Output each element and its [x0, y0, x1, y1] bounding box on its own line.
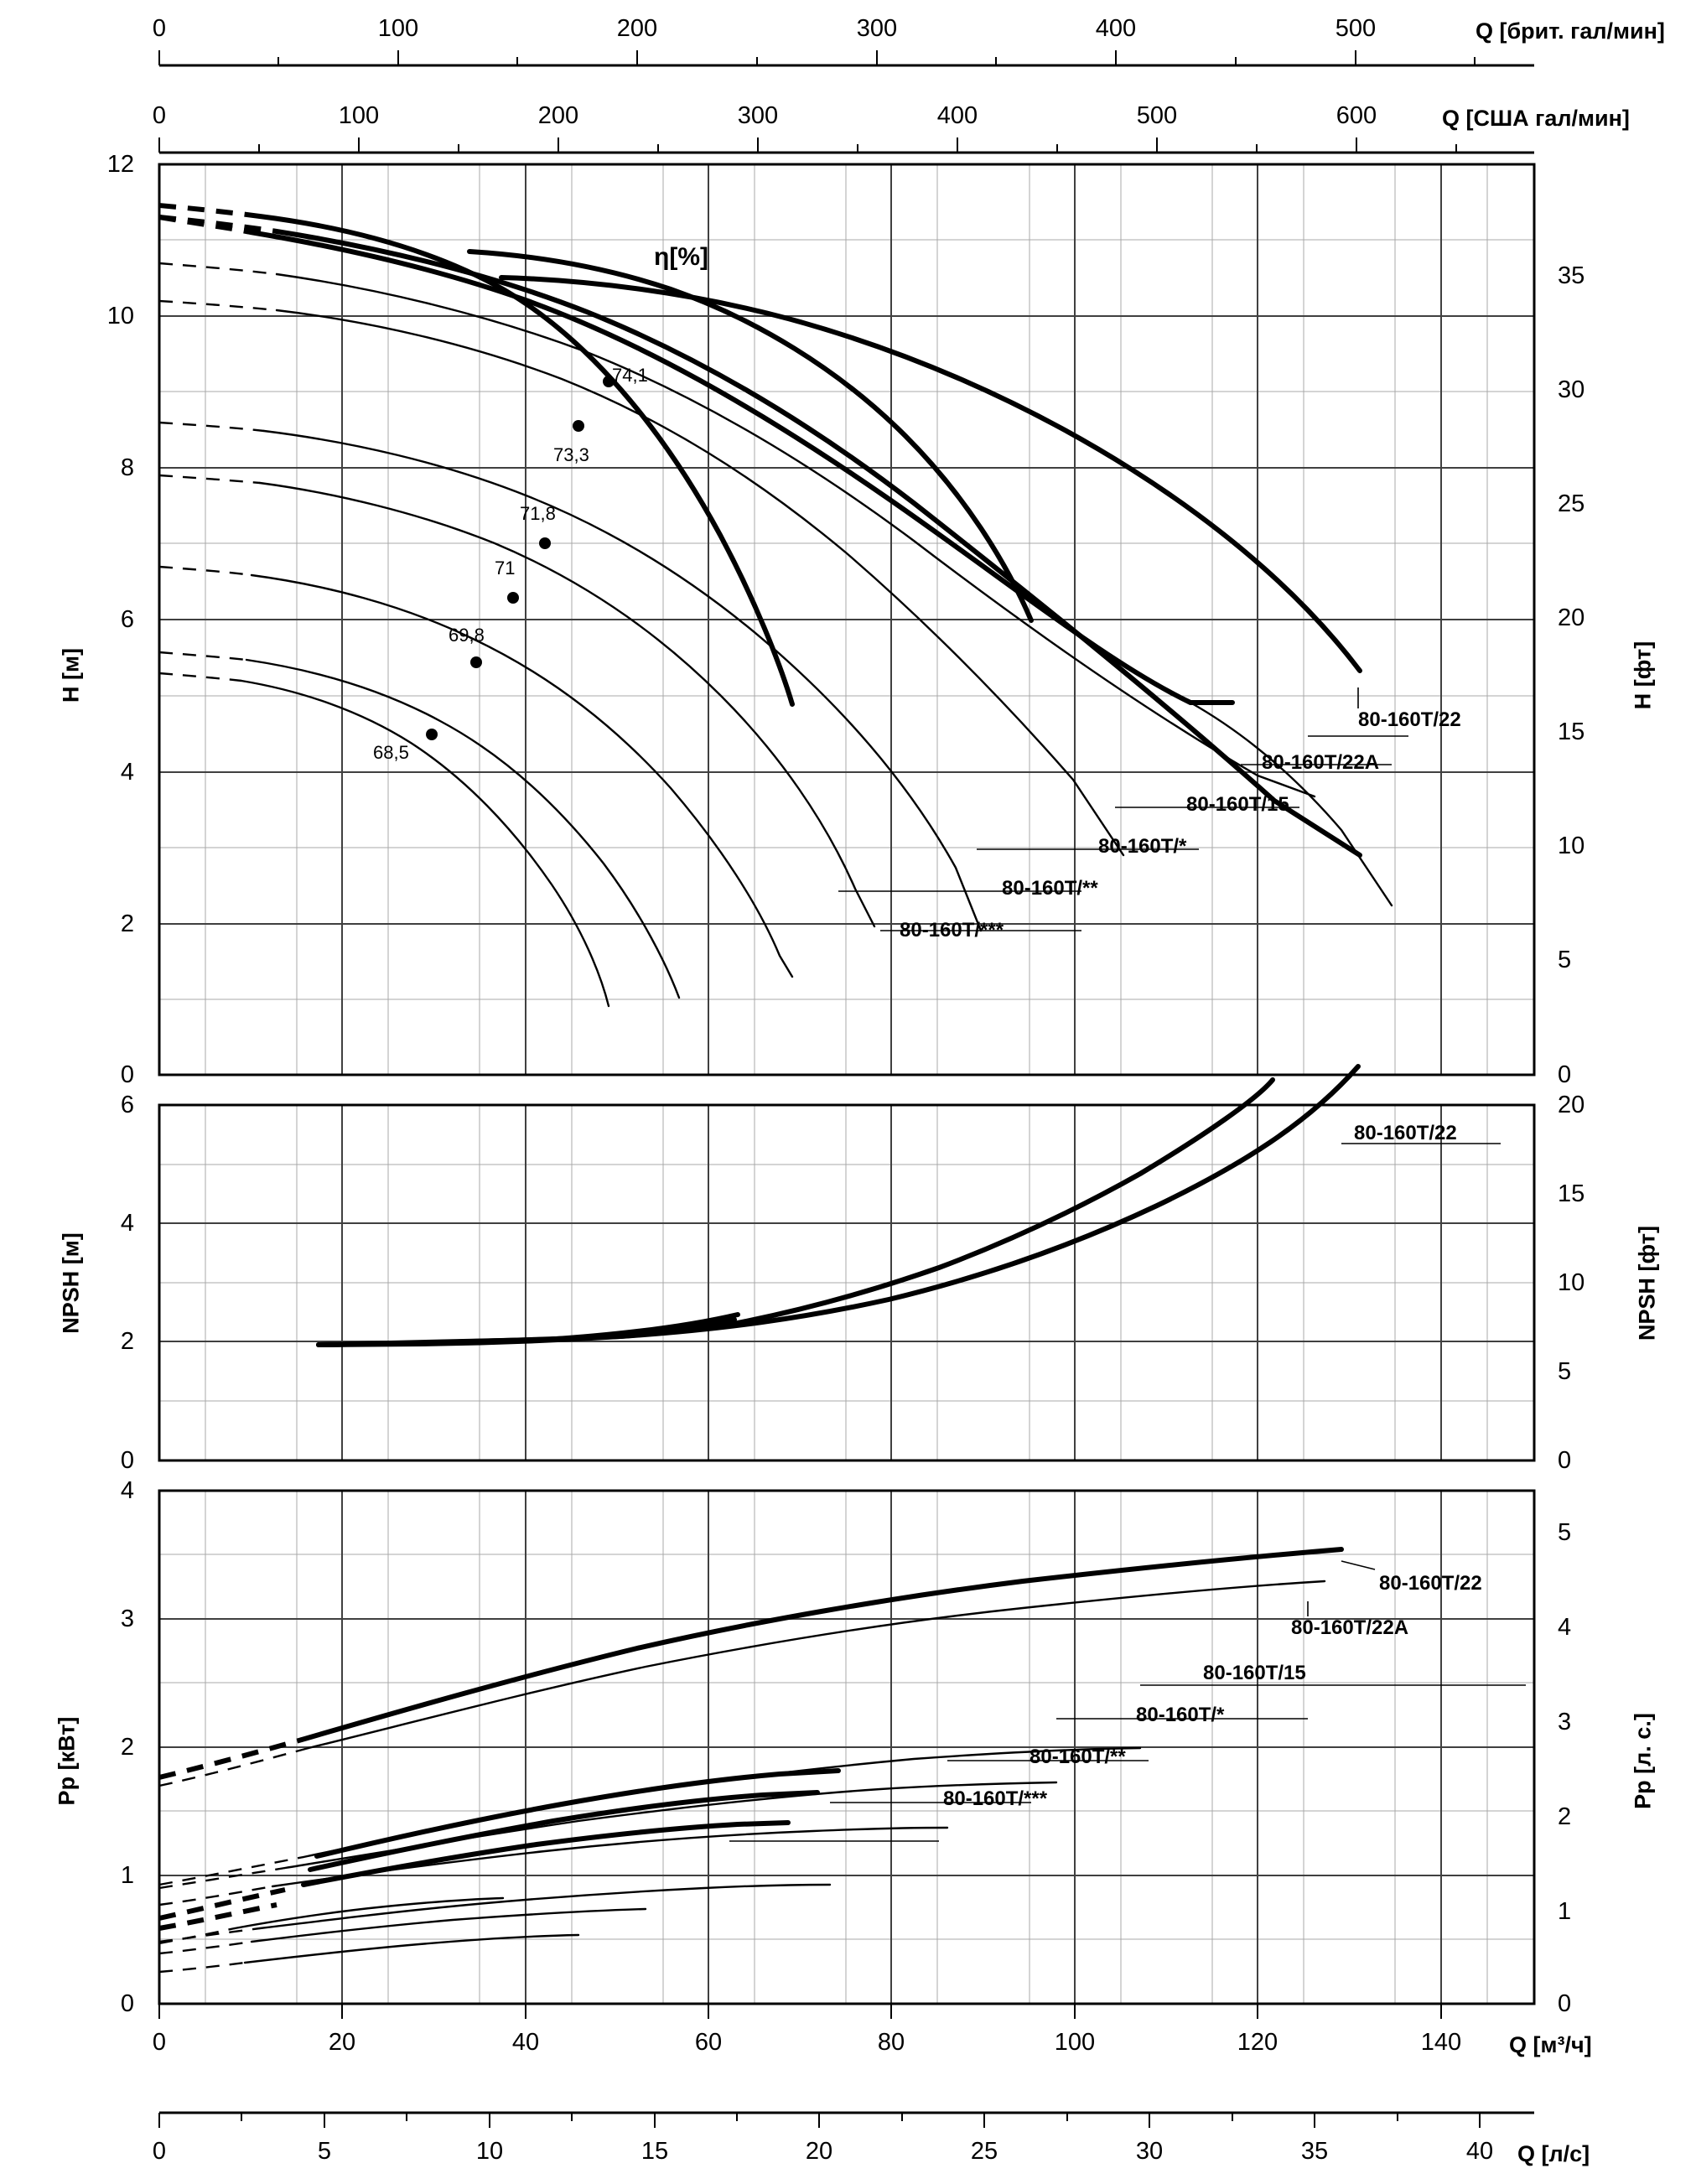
axis-label-q-usa: Q [США гал/мин]	[1442, 106, 1630, 131]
tick-m3h-40: 40	[511, 2029, 540, 2056]
tick-h-12: 12	[106, 151, 134, 178]
head-curve-label-star: 80-160T/*	[1098, 835, 1187, 858]
tick-m3h-140: 140	[1420, 2029, 1462, 2056]
tick-npshft-15: 15	[1558, 1180, 1585, 1207]
efficiency-value-73-3: 73,3	[553, 444, 589, 465]
tick-ls-0: 0	[152, 2138, 167, 2165]
tick-usa-500: 500	[1136, 102, 1178, 129]
head-curve-label-15: 80-160T/15	[1186, 793, 1289, 816]
axis-label-q-m3h: Q [м³/ч]	[1509, 2032, 1592, 2057]
tick-h-2: 2	[120, 910, 134, 937]
efficiency-value-69-8: 69,8	[449, 625, 485, 646]
eta-label: η[%]	[654, 243, 708, 271]
tick-brit-300: 300	[856, 15, 898, 42]
axis-title-pp-hp: Pp [л. с.]	[1630, 1713, 1656, 1809]
tick-ls-5: 5	[317, 2138, 332, 2165]
power-curve-label-star: 80-160T/*	[1136, 1704, 1225, 1726]
tick-brit-400: 400	[1095, 15, 1137, 42]
tick-hft-35: 35	[1558, 262, 1585, 289]
tick-pphp-2: 2	[1558, 1803, 1572, 1830]
tick-npsh-4: 4	[120, 1210, 134, 1237]
axis-title-h-m: H [м]	[58, 648, 84, 703]
power-curve-label-22a: 80-160T/22A	[1291, 1616, 1409, 1639]
tick-pphp-5: 5	[1558, 1519, 1572, 1546]
tick-hft-0: 0	[1558, 1061, 1572, 1088]
tick-ls-35: 35	[1300, 2138, 1329, 2165]
tick-hft-15: 15	[1558, 718, 1585, 745]
axis-title-pp-kw: Pp [кВт]	[54, 1716, 80, 1806]
tick-pp-1: 1	[120, 1862, 134, 1889]
head-curve-label-star2: 80-160T/**	[1002, 877, 1098, 900]
tick-m3h-20: 20	[328, 2029, 356, 2056]
tick-pphp-4: 4	[1558, 1614, 1572, 1641]
tick-h-0: 0	[120, 1061, 134, 1088]
tick-m3h-60: 60	[694, 2029, 723, 2056]
tick-m3h-120: 120	[1237, 2029, 1278, 2056]
tick-pp-4: 4	[120, 1477, 134, 1504]
efficiency-value-71: 71	[495, 558, 516, 578]
tick-m3h-80: 80	[877, 2029, 905, 2056]
tick-usa-300: 300	[737, 102, 779, 129]
efficiency-value-68-5: 68,5	[373, 742, 409, 763]
power-curve-label-star2: 80-160T/**	[1030, 1746, 1126, 1768]
tick-npshft-0: 0	[1558, 1447, 1572, 1474]
head-curve-label-22: 80-160T/22	[1358, 708, 1461, 731]
efficiency-value-71-8: 71,8	[520, 503, 556, 524]
tick-ls-20: 20	[805, 2138, 833, 2165]
tick-h-10: 10	[106, 303, 134, 329]
power-curve-label-22: 80-160T/22	[1379, 1572, 1482, 1595]
tick-usa-0: 0	[152, 102, 167, 129]
tick-usa-100: 100	[338, 102, 380, 129]
tick-brit-0: 0	[152, 15, 167, 42]
tick-m3h-0: 0	[152, 2029, 167, 2056]
tick-pp-3: 3	[120, 1606, 134, 1632]
axis-title-npsh-m: NPSH [м]	[58, 1232, 84, 1334]
tick-ls-10: 10	[475, 2138, 504, 2165]
tick-hft-25: 25	[1558, 490, 1585, 517]
tick-brit-500: 500	[1335, 15, 1377, 42]
axis-label-q-ls: Q [л/с]	[1517, 2141, 1590, 2166]
tick-ls-40: 40	[1465, 2138, 1494, 2165]
tick-pphp-0: 0	[1558, 1990, 1572, 2017]
tick-h-8: 8	[120, 454, 134, 481]
tick-hft-30: 30	[1558, 376, 1585, 403]
tick-pphp-1: 1	[1558, 1898, 1572, 1925]
axis-title-npsh-ft: NPSH [фт]	[1634, 1226, 1660, 1341]
head-curve-label-22a: 80-160T/22A	[1262, 751, 1380, 774]
tick-pp-0: 0	[120, 1990, 134, 2017]
efficiency-value-74-1: 74,1	[612, 365, 648, 386]
tick-npshft-5: 5	[1558, 1358, 1572, 1385]
tick-h-6: 6	[120, 606, 134, 633]
tick-usa-600: 600	[1336, 102, 1377, 129]
tick-brit-100: 100	[377, 15, 419, 42]
tick-h-4: 4	[120, 759, 134, 786]
power-curve-label-star3: 80-160T/***	[943, 1787, 1048, 1810]
tick-ls-15: 15	[641, 2138, 669, 2165]
tick-m3h-100: 100	[1054, 2029, 1096, 2056]
tick-pp-2: 2	[120, 1734, 134, 1761]
axis-label-q-brit: Q [брит. гал/мин]	[1476, 18, 1665, 44]
tick-npsh-0: 0	[120, 1447, 134, 1474]
tick-npshft-10: 10	[1558, 1269, 1585, 1296]
tick-ls-30: 30	[1135, 2138, 1164, 2165]
tick-brit-200: 200	[616, 15, 658, 42]
tick-pphp-3: 3	[1558, 1709, 1572, 1735]
tick-npshft-20: 20	[1558, 1092, 1585, 1118]
tick-npsh-2: 2	[120, 1328, 134, 1355]
npsh-curve-label-22: 80-160T/22	[1354, 1122, 1457, 1144]
power-curve-label-15: 80-160T/15	[1203, 1662, 1306, 1684]
tick-hft-10: 10	[1558, 833, 1585, 859]
tick-usa-400: 400	[936, 102, 978, 129]
head-curve-label-star3: 80-160T/***	[900, 919, 1004, 942]
tick-usa-200: 200	[537, 102, 579, 129]
tick-ls-25: 25	[970, 2138, 998, 2165]
axis-title-h-ft: H [фт]	[1630, 641, 1656, 710]
tick-hft-5: 5	[1558, 947, 1572, 973]
tick-npsh-6: 6	[120, 1092, 134, 1118]
tick-hft-20: 20	[1558, 604, 1585, 631]
